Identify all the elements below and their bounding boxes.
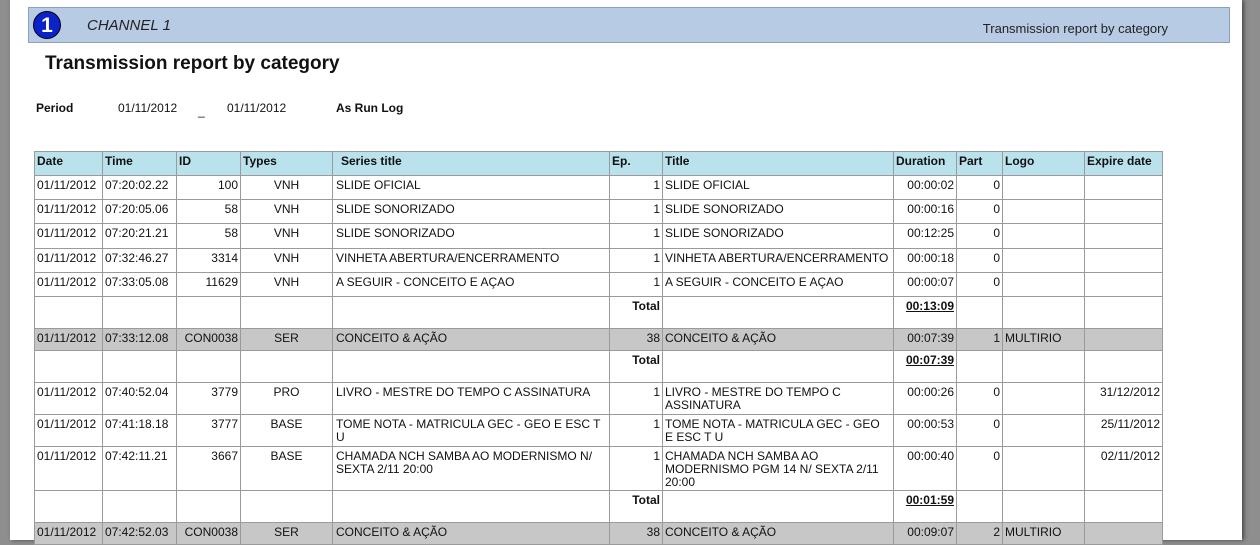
id-cell: 3314: [177, 249, 241, 273]
id-cell: CON0038: [177, 329, 241, 351]
col-types-header: Types: [241, 152, 333, 176]
logo-cell: [1003, 176, 1085, 200]
time-cell: 07:42:52.03: [103, 523, 177, 545]
table-row: [35, 200, 1163, 224]
episode-cell: 1: [610, 273, 663, 297]
empty-cell: [103, 351, 177, 383]
episode-cell: 1: [610, 447, 663, 491]
group-row: [35, 329, 1163, 351]
id-cell: 58: [177, 200, 241, 224]
col-episode-header: Ep.: [610, 152, 663, 176]
title-cell: A SEGUIR - CONCEITO E AÇAO: [663, 273, 894, 297]
empty-cell: [103, 297, 177, 329]
type-cell: VNH: [241, 249, 333, 273]
series-title-cell: A SEGUIR - CONCEITO E AÇAO: [333, 273, 610, 297]
empty-cell: [1003, 491, 1085, 523]
title-cell: LIVRO - MESTRE DO TEMPO C ASSINATURA: [663, 383, 894, 415]
table-row: [35, 447, 1163, 491]
episode-cell: 1: [610, 224, 663, 249]
series-title-cell: SLIDE SONORIZADO: [333, 224, 610, 249]
logo-cell: [1003, 447, 1085, 491]
series-title-cell: LIVRO - MESTRE DO TEMPO C ASSINATURA: [333, 383, 610, 415]
period-separator: _: [198, 104, 205, 118]
total-row: [35, 491, 1163, 523]
episode-cell: 1: [610, 176, 663, 200]
title-cell: SLIDE SONORIZADO: [663, 200, 894, 224]
empty-cell: [35, 351, 103, 383]
col-time-header: Time: [103, 152, 177, 176]
series-title-cell: SLIDE SONORIZADO: [333, 200, 610, 224]
report-page: [10, 0, 1242, 540]
part-cell: 0: [957, 200, 1003, 224]
period-end-date: 01/11/2012: [227, 101, 287, 115]
empty-cell: [35, 491, 103, 523]
time-cell: 07:20:21.21: [103, 224, 177, 249]
id-cell: 3777: [177, 415, 241, 447]
duration-cell: 00:00:40: [894, 447, 957, 491]
title-cell: CHAMADA NCH SAMBA AO MODERNISMO PGM 14 N/ SEXTA 2/11 20:00: [663, 447, 894, 491]
title-cell: CONCEITO & AÇÃO: [663, 523, 894, 545]
group-row: [35, 523, 1163, 545]
col-series-title-header: Series title: [333, 152, 610, 176]
date-cell: 01/11/2012: [35, 176, 103, 200]
series-title-cell: CONCEITO & AÇÃO: [333, 523, 610, 545]
title-cell: CONCEITO & AÇÃO: [663, 329, 894, 351]
date-cell: 01/11/2012: [35, 383, 103, 415]
table-header-row: [35, 152, 1163, 176]
duration-cell: 00:09:07: [894, 523, 957, 545]
col-date-header: Date: [35, 152, 103, 176]
empty-cell: [333, 491, 610, 523]
part-cell: 1: [957, 329, 1003, 351]
part-cell: 0: [957, 415, 1003, 447]
empty-cell: [333, 297, 610, 329]
part-cell: 0: [957, 273, 1003, 297]
total-row: [35, 351, 1163, 383]
expire-date-cell: [1085, 329, 1163, 351]
empty-cell: [1003, 297, 1085, 329]
empty-cell: [1085, 351, 1163, 383]
logo-cell: [1003, 224, 1085, 249]
type-cell: SER: [241, 329, 333, 351]
type-cell: PRO: [241, 383, 333, 415]
expire-date-cell: [1085, 200, 1163, 224]
type-cell: VNH: [241, 273, 333, 297]
empty-cell: [1085, 297, 1163, 329]
total-row: [35, 297, 1163, 329]
channel-header: [28, 7, 1230, 43]
type-cell: BASE: [241, 447, 333, 491]
series-title-cell: SLIDE OFICIAL: [333, 176, 610, 200]
expire-date-cell: [1085, 224, 1163, 249]
date-cell: 01/11/2012: [35, 200, 103, 224]
empty-cell: [241, 297, 333, 329]
total-duration: 00:13:09: [894, 297, 957, 329]
transmission-table: [34, 151, 1163, 545]
empty-cell: [663, 491, 894, 523]
expire-date-cell: 02/11/2012: [1085, 447, 1163, 491]
total-duration: 00:07:39: [894, 351, 957, 383]
period-start-date: 01/11/2012: [118, 101, 178, 115]
logo-cell: [1003, 273, 1085, 297]
time-cell: 07:33:12.08: [103, 329, 177, 351]
table-row: [35, 415, 1163, 447]
title-cell: SLIDE SONORIZADO: [663, 224, 894, 249]
col-expire-date-header: Expire date: [1085, 152, 1163, 176]
series-title-cell: TOME NOTA - MATRICULA GEC - GEO E ESC T U: [333, 415, 610, 447]
type-cell: BASE: [241, 415, 333, 447]
duration-cell: 00:07:39: [894, 329, 957, 351]
id-cell: CON0038: [177, 523, 241, 545]
title-cell: SLIDE OFICIAL: [663, 176, 894, 200]
time-cell: 07:41:18.18: [103, 415, 177, 447]
header-report-name: Transmission report by category: [982, 21, 1168, 36]
id-cell: 3779: [177, 383, 241, 415]
id-cell: 11629: [177, 273, 241, 297]
col-id-header: ID: [177, 152, 241, 176]
date-cell: 01/11/2012: [35, 273, 103, 297]
time-cell: 07:20:05.06: [103, 200, 177, 224]
expire-date-cell: [1085, 249, 1163, 273]
duration-cell: 00:00:18: [894, 249, 957, 273]
date-cell: 01/11/2012: [35, 447, 103, 491]
expire-date-cell: [1085, 523, 1163, 545]
type-cell: VNH: [241, 176, 333, 200]
col-part-header: Part: [957, 152, 1003, 176]
table-body: [35, 176, 1163, 545]
logo-cell: [1003, 415, 1085, 447]
duration-cell: 00:00:07: [894, 273, 957, 297]
table-row: [35, 224, 1163, 249]
type-cell: VNH: [241, 224, 333, 249]
empty-cell: [957, 491, 1003, 523]
part-cell: 0: [957, 249, 1003, 273]
total-label: Total: [610, 491, 663, 523]
time-cell: 07:32:46.27: [103, 249, 177, 273]
episode-cell: 1: [610, 249, 663, 273]
id-cell: 58: [177, 224, 241, 249]
duration-cell: 00:00:02: [894, 176, 957, 200]
expire-date-cell: 31/12/2012: [1085, 383, 1163, 415]
date-cell: 01/11/2012: [35, 329, 103, 351]
expire-date-cell: 25/11/2012: [1085, 415, 1163, 447]
part-cell: 2: [957, 523, 1003, 545]
logo-cell: [1003, 200, 1085, 224]
episode-cell: 38: [610, 329, 663, 351]
title-cell: TOME NOTA - MATRICULA GEC - GEO E ESC T U: [663, 415, 894, 447]
total-label: Total: [610, 351, 663, 383]
empty-cell: [1003, 351, 1085, 383]
empty-cell: [177, 351, 241, 383]
episode-cell: 1: [610, 415, 663, 447]
log-type-label: As Run Log: [336, 101, 404, 115]
duration-cell: 00:00:53: [894, 415, 957, 447]
logo-cell: [1003, 383, 1085, 415]
episode-cell: 1: [610, 383, 663, 415]
part-cell: 0: [957, 447, 1003, 491]
logo-cell: [1003, 249, 1085, 273]
expire-date-cell: [1085, 176, 1163, 200]
episode-cell: 1: [610, 200, 663, 224]
col-logo-header: Logo: [1003, 152, 1085, 176]
col-title-header: Title: [663, 152, 894, 176]
episode-cell: 38: [610, 523, 663, 545]
series-title-cell: VINHETA ABERTURA/ENCERRAMENTO: [333, 249, 610, 273]
part-cell: 0: [957, 176, 1003, 200]
table-row: [35, 383, 1163, 415]
date-cell: 01/11/2012: [35, 249, 103, 273]
series-title-cell: CONCEITO & AÇÃO: [333, 329, 610, 351]
duration-cell: 00:12:25: [894, 224, 957, 249]
empty-cell: [177, 297, 241, 329]
id-cell: 100: [177, 176, 241, 200]
date-cell: 01/11/2012: [35, 224, 103, 249]
col-duration-header: Duration: [894, 152, 957, 176]
time-cell: 07:20:02.22: [103, 176, 177, 200]
part-cell: 0: [957, 383, 1003, 415]
id-cell: 3667: [177, 447, 241, 491]
expire-date-cell: [1085, 273, 1163, 297]
empty-cell: [241, 491, 333, 523]
logo-cell: MULTIRIO: [1003, 523, 1085, 545]
duration-cell: 00:00:16: [894, 200, 957, 224]
time-cell: 07:33:05.08: [103, 273, 177, 297]
type-cell: SER: [241, 523, 333, 545]
empty-cell: [957, 351, 1003, 383]
table-row: [35, 249, 1163, 273]
report-title: Transmission report by category: [45, 53, 340, 74]
channel-number-badge: 1: [33, 11, 61, 39]
type-cell: VNH: [241, 200, 333, 224]
empty-cell: [663, 351, 894, 383]
empty-cell: [957, 297, 1003, 329]
total-duration: 00:01:59: [894, 491, 957, 523]
time-cell: 07:40:52.04: [103, 383, 177, 415]
date-cell: 01/11/2012: [35, 415, 103, 447]
empty-cell: [663, 297, 894, 329]
total-label: Total: [610, 297, 663, 329]
date-cell: 01/11/2012: [35, 523, 103, 545]
empty-cell: [241, 351, 333, 383]
part-cell: 0: [957, 224, 1003, 249]
duration-cell: 00:00:26: [894, 383, 957, 415]
time-cell: 07:42:11.21: [103, 447, 177, 491]
period-label: Period: [36, 101, 74, 115]
empty-cell: [35, 297, 103, 329]
logo-cell: MULTIRIO: [1003, 329, 1085, 351]
empty-cell: [333, 351, 610, 383]
title-cell: VINHETA ABERTURA/ENCERRAMENTO: [663, 249, 894, 273]
table-row: [35, 273, 1163, 297]
series-title-cell: CHAMADA NCH SAMBA AO MODERNISMO N/ SEXTA 2/11 20:00: [333, 447, 610, 491]
channel-name: CHANNEL 1: [87, 17, 171, 34]
table-row: [35, 176, 1163, 200]
empty-cell: [177, 491, 241, 523]
empty-cell: [103, 491, 177, 523]
empty-cell: [1085, 491, 1163, 523]
